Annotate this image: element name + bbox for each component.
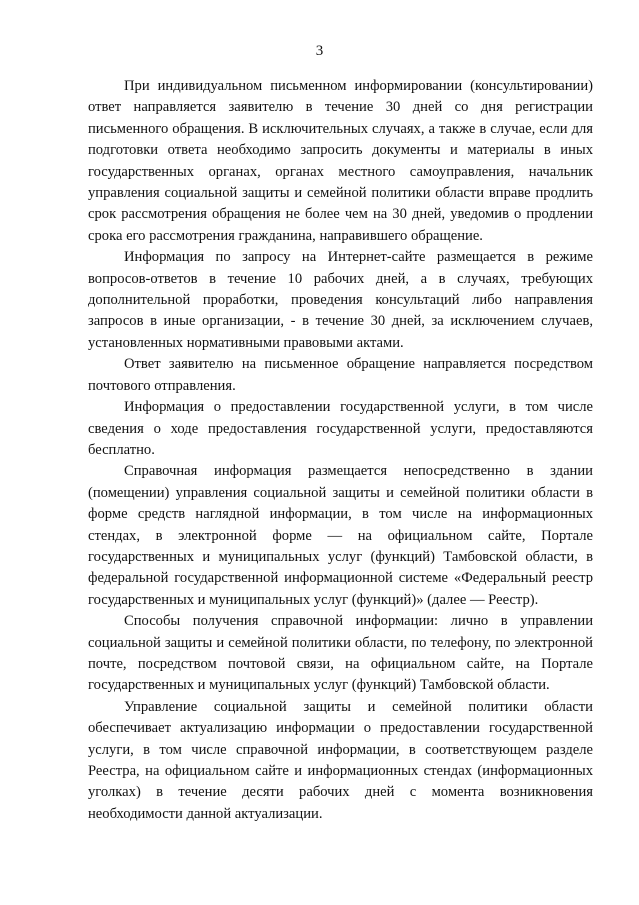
paragraph-postal-reply: Ответ заявителю на письменное обращение направляется посредством почтового отправления. <box>88 356 593 394</box>
paragraph-written-consultation: При индивидуальном письменном информировании (консультировании) ответ направляется заявителю в течение 30 дней со дня регистрации письменного обращения. В исключительных случаях, а также в случае, если для подготовки ответа необходимо запросить документы и материалы в иных государственных органах, органах местного самоуправления, начальник управления социальной защиты и семейной политики области вправе продлить срок рассмотрения обращения не более чем на 30 дней, уведомив о продлении срока его рассмотрения гражданина, направившего обращение. <box>88 78 593 244</box>
paragraph-free-of-charge: Информация о предоставлении государственной услуги, в том числе сведения о ходе предоставления государственной услуги, предоставляются бесплатно. <box>88 399 593 458</box>
page-number: 3 <box>315 43 324 59</box>
document-body <box>88 76 593 825</box>
paragraph-info-updating: Управление социальной защиты и семейной политики области обеспечивает актуализацию информации о предоставлении государственной услуги, в том числе справочной информации, в соответствующем разделе Реестра, на официальном сайте и информационных стендах (информационных уголках) в течение десяти рабочих дней с момента возникновения необходимости данной актуализации. <box>88 698 593 822</box>
paragraph-reference-info-placement: Справочная информация размещается непосредственно в здании (помещении) управления социальной защиты и семейной политики области в форме средств наглядной информации, в том числе на информационных стендах, в электронной форме — на официальном сайте, Портале государственных и муниципальных услуг (функций) Тамбовской области, в федеральной государственной информационной системе «Федеральный реестр государственных и муниципальных услуг (функций)» (далее — Реестр). <box>88 463 593 608</box>
paragraph-website-requests: Информация по запросу на Интернет-сайте размещается в режиме вопросов-ответов в течение 10 рабочих дней, а в случаях, требующих дополнительной проработки, проведения консультаций либо направления запросов в иные организации, - в течение 30 дней, за исключением случаев, установленных нормативными правовыми актами. <box>88 249 593 351</box>
paragraph-ways-to-obtain-info: Способы получения справочной информации: лично в управлении социальной защиты и семейной политики области, по телефону, по электронной почте, посредством почтовой связи, на официальном сайте, на Портале государственных и муниципальных услуг (функций) Тамбовской области. <box>88 613 593 694</box>
